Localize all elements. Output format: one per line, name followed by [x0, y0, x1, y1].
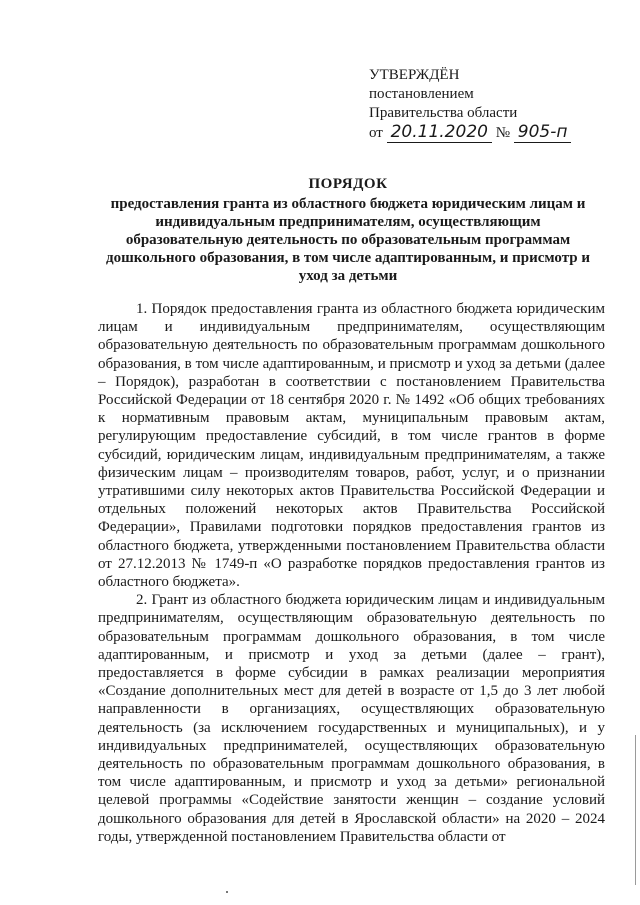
approval-resolution: постановлением: [369, 86, 474, 102]
approval-heading: УТВЕРЖДЁН: [369, 67, 460, 83]
document-title: [98, 175, 598, 285]
title-subtitle: предоставления гранта из областного бюджета юридическим лицам и индивидуальным предпринимателям, осуществляющим образовательную деятельность по образовательным программам дошкольного образования, в том числе адаптированным, и присмотр и уход за детьми: [106, 196, 590, 284]
scan-speck: [226, 891, 228, 893]
approval-date-number: [369, 123, 629, 143]
approval-stamp: [369, 66, 629, 143]
paragraph-2: 2. Грант из областного бюджета юридическим лицам и индивидуальным предпринимателям, осуществляющим образовательную деятельность по образовательным программам дошкольного образования, в том числе адаптированным, и присмотр и уход за детьми (далее – грант), предоставляется в форме субсидии в рамках реализации мероприятия «Создание дополнительных мест для детей в возрасте от 1,5 до 3 лет любой направленности в организациях, осуществляющих образовательную деятельность (за исключением государственных и муниципальных), и у индивидуальных предпринимателей, осуществляющих образовательную деятельность по образовательным программам дошкольного образования, в том числе адаптированным, и присмотр и уход за детьми» региональной целевой программы «Содействие занятости женщин – создание условий дошкольного образования для детей в Ярославской области» на 2020 – 2024 годы, утвержденной постановлением Правительства области от: [98, 592, 605, 845]
handwritten-number: 905-п: [514, 123, 572, 143]
handwritten-date: 20.11.2020: [387, 123, 492, 143]
paragraph-1: 1. Порядок предоставления гранта из областного бюджета юридическим лицам и индивидуальным предпринимателям, осуществляющим образовательную деятельность по образовательным программам дошкольного образования, в том числе адаптированным, и присмотр и уход за детьми (далее – Порядок), разработан в соответствии с постановлением Правительства Российской Федерации от 18 сентября 2020 г. № 1492 «Об общих требованиях к нормативным правовым актам, муниципальным правовым актам, регулирующим предоставление субсидий, в том числе грантов в форме субсидий, юридическим лицам, индивидуальным предпринимателям, а также физическим лицам – производителям товаров, работ, услуг, и о признании утратившими силу некоторых актов Правительства Российской Федерации и отдельных положений некоторых актов Правительства Российской Федерации», Правилами подготовки порядков предоставления грантов из областного бюджета, утвержденными постановлением Правительства области от 27.12.2013 № 1749-п «О разработке порядков предоставления грантов из областного бюджета».: [98, 301, 605, 591]
title-heading: ПОРЯДОК: [308, 176, 388, 192]
number-symbol: №: [495, 125, 511, 141]
document-body: [98, 300, 605, 846]
approval-authority: Правительства области: [369, 105, 518, 121]
scan-edge-mark: [635, 735, 636, 885]
date-prefix: от: [369, 125, 383, 141]
